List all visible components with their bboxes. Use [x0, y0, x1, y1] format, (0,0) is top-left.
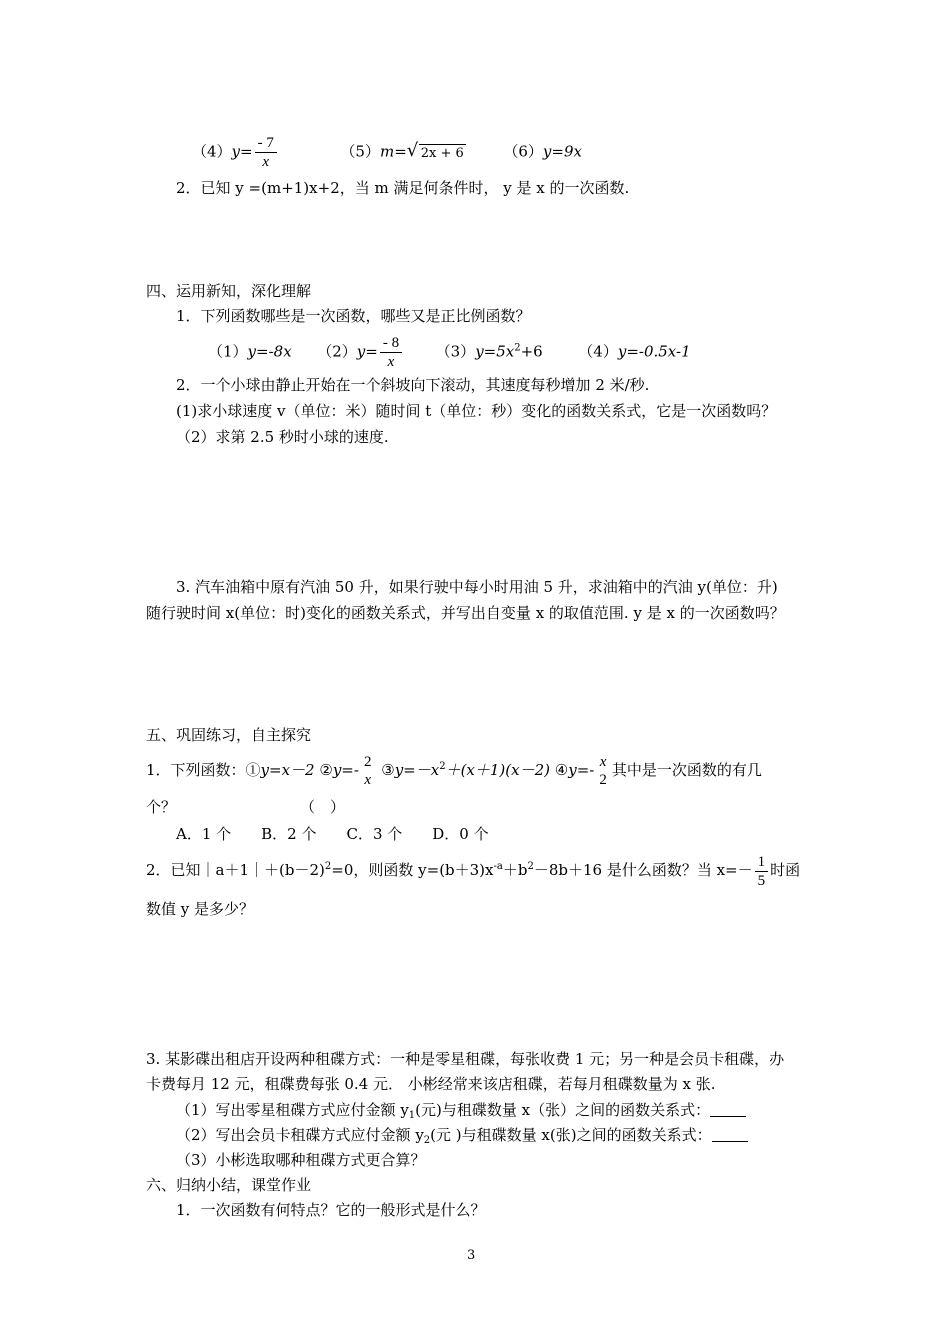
s5-q1-func2-lhs: y=- — [332, 761, 359, 779]
section6-heading: 六、归纳小结，课堂作业 — [146, 1176, 312, 1194]
item4-label: （4） — [192, 142, 232, 161]
s4-item3-exponent: 2 — [514, 342, 521, 354]
item5-sqrt — [407, 140, 466, 168]
item6-expr: y=9x — [542, 142, 582, 161]
s5-q1-func3-label: ③ — [381, 761, 395, 779]
s5-q1-func2-denominator: x — [364, 772, 372, 788]
s5-q3-part2-a: （2）写出会员卡租碟方式应付金额 y — [176, 1126, 424, 1144]
s4-item4-label: （4） — [578, 342, 618, 361]
section5-q3-line2: 卡费每月 12 元，租碟费每张 0.4 元． 小彬经常来该店租碟，若每月租碟数量为 x 张. — [146, 1075, 716, 1093]
s5-q3-part1-sub: 1 — [408, 1110, 416, 1121]
s5-q3-part2-sub: 2 — [423, 1135, 431, 1146]
s4-item4-expr: y=-0.5x-1 — [617, 342, 691, 361]
s4-item2-numerator: - 8 — [380, 334, 402, 353]
section4-q3-line2: 随行驶时间 x(单位：时)变化的函数关系式，并写出自变量 x 的取值范围. y 是 x 的一次函数吗？ — [146, 604, 785, 622]
s5-q1-func4-denominator: 2 — [599, 772, 607, 788]
s4-item2-fraction — [380, 334, 402, 371]
section4-q2-part1: (1)求小球速度 v（单位：米）随时间 t（单位：秒）变化的函数关系式，它是一次函数吗？ — [176, 402, 777, 420]
section4-q2: 2．一个小球由静止开始在一个斜坡向下滚动，其速度每秒增加 2 米/秒. — [176, 376, 650, 394]
item6-label: （6） — [503, 142, 543, 161]
section4-q3-line1: 3. 汽车油箱中原有汽油 50 升，如果行驶中每小时用油 5 升，求油箱中的汽油 y(单位：升) — [176, 578, 778, 596]
section4-q1-items — [208, 334, 691, 371]
item5-label: （5） — [340, 142, 380, 161]
s5-q2-part-d: －8b＋16 是什么函数？当 x=－ — [533, 861, 753, 879]
s5-q2-sup2: -a — [493, 861, 503, 872]
s5-q2-part-c: ＋b — [502, 861, 528, 879]
answer-blank-2[interactable] — [712, 1127, 748, 1142]
s4-item3-expr: y=5x — [475, 342, 515, 361]
section5-q3-part3: （3）小彬选取哪种租碟方式更合算？ — [176, 1151, 426, 1169]
answer-blank-1[interactable] — [710, 1102, 746, 1117]
s5-q1-func3-a: y=－x — [394, 761, 440, 779]
s5-q1-func3-exponent: 2 — [439, 761, 446, 772]
s4-item2-denominator: x — [387, 354, 395, 370]
section4-q1: 1．下列函数哪些是一次函数，哪些又是正比例函数？ — [176, 307, 531, 325]
s5-q1-answer-paren: （ ） — [300, 798, 346, 816]
s5-q1-prefix: 1．下列函数：① — [146, 761, 261, 779]
section6-q1: 1．一次函数有何特点？它的一般形式是什么？ — [176, 1201, 486, 1219]
s4-item1-label: （1） — [208, 342, 248, 361]
s5-q3-part1-a: （1）写出零星租碟方式应付金额 y — [176, 1101, 409, 1119]
top-question-2: 2．已知 y =(m+1)x+2，当 m 满足何条件时， y 是 x 的一次函数. — [176, 179, 630, 197]
s5-q2-numerator: 1 — [755, 853, 769, 872]
section5-q1-line2 — [146, 797, 345, 817]
s5-q1-func4-fraction — [596, 753, 610, 789]
s5-q1-func2-fraction — [361, 753, 375, 789]
radical-sign-icon: √ — [406, 139, 419, 161]
s5-q1-func4-numerator: x — [599, 754, 607, 770]
section4-q2-part2: （2）求第 2.5 秒时小球的速度. — [176, 428, 389, 446]
section4-heading: 四、运用新知，深化理解 — [146, 282, 312, 300]
item5-eq: = — [394, 142, 407, 161]
s5-q3-part1-b: (元)与租碟数量 x（张）之间的函数关系式： — [415, 1101, 711, 1119]
item4-lhs: y — [231, 142, 241, 161]
s5-q2-sup3: 2 — [527, 861, 534, 872]
item4-numerator: - 7 — [255, 134, 277, 153]
page-number: 3 — [467, 1248, 476, 1263]
s5-q1-func4-label: ④ — [554, 761, 569, 779]
s5-q2-sup1: 2 — [324, 861, 332, 872]
top-items-row — [192, 134, 582, 171]
s5-q1-suffix: 其中是一次函数的有几 — [611, 761, 762, 779]
s5-q2-denominator: 5 — [757, 872, 766, 889]
item4-eq: = — [240, 142, 253, 161]
section5-q2-line1 — [146, 852, 800, 890]
item5-lhs: m — [379, 142, 395, 161]
s5-q3-part2-b: (元 )与租碟数量 x(张)之间的函数关系式： — [430, 1126, 712, 1144]
section5-q3-line1: 3. 某影碟出租店开设两种租碟方式：一种是零星租碟，每张收费 1 元；另一种是会员卡租碟，办 — [146, 1050, 785, 1068]
s5-q1-func3-b: ＋(x＋1)(x－2) — [445, 761, 550, 779]
section5-q3-part2 — [176, 1125, 748, 1145]
s4-item1-expr: y=-8x — [247, 342, 292, 361]
s4-item2-lhs: y= — [356, 342, 378, 361]
s5-q2-part-a: 2．已知｜a＋1｜＋(b－2) — [146, 861, 325, 879]
section5-q2-line2: 数值 y 是多少？ — [146, 900, 255, 918]
s5-q2-part-b: =0，则函数 y=(b＋3)x — [331, 861, 494, 879]
s5-q1-func2-label: ② — [319, 761, 333, 779]
s5-q2-fraction — [755, 853, 769, 890]
section5-q1-options: A．1 个 B．2 个 C．3 个 D．0 个 — [176, 825, 489, 843]
s4-item3-const: +6 — [520, 342, 543, 361]
item5-radicand: 2x + 6 — [420, 145, 464, 161]
section5-q1-line1 — [146, 752, 762, 789]
item4-fraction — [255, 134, 277, 171]
section5-heading: 五、巩固练习，自主探究 — [146, 726, 312, 744]
s5-q1-func4-lhs: y=- — [568, 761, 595, 779]
section5-q3-part1 — [176, 1100, 746, 1120]
s5-q1-func2-numerator: 2 — [363, 754, 372, 770]
s5-q2-part-e: 时函 — [770, 861, 801, 879]
s4-item2-label: （2） — [317, 342, 357, 361]
s4-item3-label: （3） — [435, 342, 476, 361]
item4-denominator: x — [262, 154, 270, 170]
s5-q1-func1: y=x－2 — [260, 761, 315, 779]
s5-q1-line2-text: 个？ — [146, 798, 177, 816]
